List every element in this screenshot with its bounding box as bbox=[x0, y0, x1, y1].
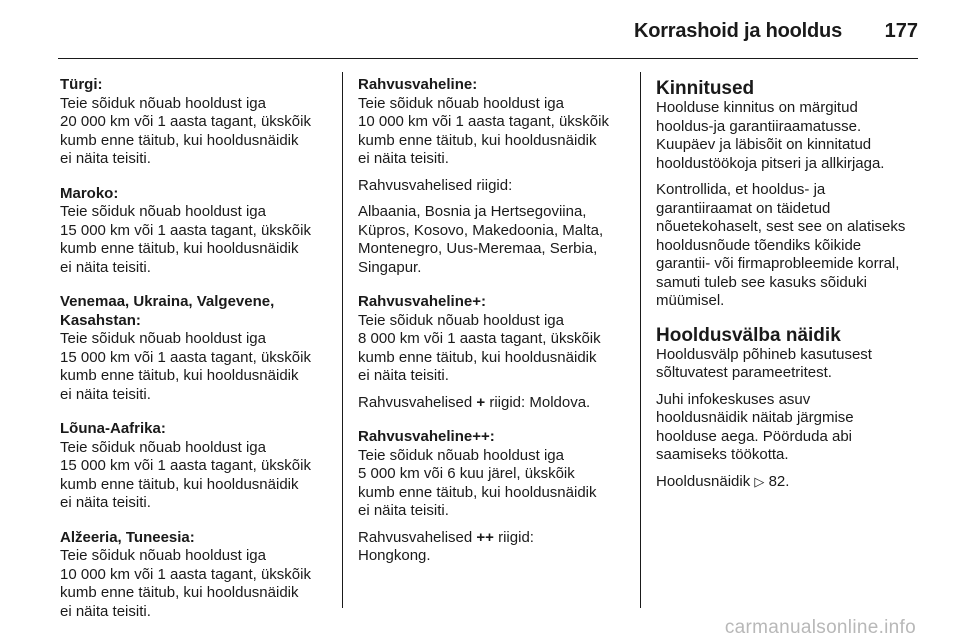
heading-confirmations: Kinnitused bbox=[656, 78, 755, 99]
section-title: Venemaa, Ukraina, Valgevene, Kasahstan: bbox=[60, 293, 275, 329]
section-text: Teie sõiduk nõuab hooldust iga 5 000 km või 6 kuu järel, ükskõik kumb enne täitub, kui hooldusnäidik ei näita teisiti. bbox=[358, 446, 597, 519]
section-text: Teie sõiduk nõuab hooldust iga 15 000 km või 1 aasta tagant, ükskõik kumb enne täitub, kui hooldusnäidik ei näita teisiti. bbox=[60, 203, 311, 276]
paragraph: Hooldusvälp põhineb kasutusest sõltuvatest parameetritest. bbox=[656, 345, 872, 381]
reference-page: 82. bbox=[764, 472, 790, 490]
countries-line bbox=[358, 529, 628, 566]
section-title: Maroko: bbox=[60, 184, 119, 202]
section-text: Teie sõiduk nõuab hooldust iga 8 000 km või 1 aasta tagant, ükskõik kumb enne täitub, kui hooldusnäidik ei näita teisiti. bbox=[358, 311, 601, 384]
plus-symbol: + bbox=[476, 393, 486, 411]
section-title: Lõuna-Aafrika: bbox=[60, 420, 166, 437]
section-algeria bbox=[60, 529, 328, 622]
section-title: Rahvusvaheline: bbox=[358, 76, 478, 93]
countries-suffix: riigid: Moldova. bbox=[485, 393, 591, 411]
section-title: Rahvusvaheline+: bbox=[358, 293, 486, 310]
section-turkey bbox=[60, 76, 328, 169]
section-international-plusplus bbox=[358, 428, 628, 566]
countries-list: Albaania, Bosnia ja Hertsegoviina, Küpros, Kosovo, Makedoonia, Malta, Montenegro, Uus-Meremaa, Serbia, Singapur. bbox=[358, 203, 604, 276]
section-text: Teie sõiduk nõuab hooldust iga 15 000 km või 1 aasta tagant, ükskõik kumb enne täitub, kui hooldusnäidik ei näita teisiti. bbox=[60, 438, 311, 511]
watermark: carmanualsonline.info bbox=[724, 617, 916, 638]
section-title: Rahvusvaheline++: bbox=[358, 428, 495, 445]
section-title: Alžeeria, Tuneesia: bbox=[60, 528, 195, 546]
cross-reference[interactable] bbox=[656, 473, 924, 492]
plusplus-symbol: ++ bbox=[476, 528, 494, 546]
section-title: Türgi: bbox=[60, 76, 103, 93]
paragraph: Kontrollida, et hooldus- ja garantiiraamat on täidetud nõuetekohaselt, sest see on alatiseks hooldusnõude tõendiks kõikide garantii- või firmaprobleemide korral, samuti tuleb see kasuks sõiduki müümisel. bbox=[656, 181, 906, 309]
chapter-title: Korrashoid ja hooldus bbox=[633, 20, 842, 42]
column-divider-2 bbox=[640, 72, 641, 608]
countries-suffix: riigid: Hongkong. bbox=[358, 528, 534, 564]
page-reference-arrow-icon: ▷ bbox=[754, 473, 765, 489]
reference-label: Hooldusnäidik bbox=[656, 472, 755, 490]
section-russia bbox=[60, 293, 328, 404]
column-1 bbox=[60, 76, 328, 637]
section-text: Teie sõiduk nõuab hooldust iga 20 000 km või 1 aasta tagant, ükskõik kumb enne täitub, kui hooldusnäidik ei näita teisiti. bbox=[60, 94, 311, 167]
page-header bbox=[0, 0, 960, 62]
column-divider-1 bbox=[342, 72, 343, 608]
heading-service-indicator: Hooldusvälba näidik bbox=[656, 324, 841, 346]
section-morocco bbox=[60, 185, 328, 278]
section-international bbox=[358, 76, 628, 277]
column-3 bbox=[656, 76, 924, 499]
paragraph: Hoolduse kinnitus on märgitud hooldus-ja garantiiraamatusse. Kuupäev ja läbisõit on kinnitatud hooldustöökoja pitseri ja allkirjaga. bbox=[656, 99, 885, 172]
countries-label: Rahvusvahelised riigid: bbox=[358, 176, 513, 194]
header-divider bbox=[58, 58, 918, 59]
section-text: Teie sõiduk nõuab hooldust iga 10 000 km või 1 aasta tagant, ükskõik kumb enne täitub, kui hooldusnäidik ei näita teisiti. bbox=[60, 547, 311, 620]
paragraph: Juhi infokeskuses asuv hooldusnäidik näitab järgmise hoolduse aega. Pöörduda abi saamiseks töökotta. bbox=[656, 390, 854, 463]
page-number: 177 bbox=[884, 20, 918, 42]
section-text: Teie sõiduk nõuab hooldust iga 15 000 km või 1 aasta tagant, ükskõik kumb enne täitub, kui hooldusnäidik ei näita teisiti. bbox=[60, 330, 311, 403]
section-south-africa bbox=[60, 420, 328, 513]
section-international-plus bbox=[358, 293, 628, 412]
column-2 bbox=[358, 76, 628, 582]
section-text: Teie sõiduk nõuab hooldust iga 10 000 km või 1 aasta tagant, ükskõik kumb enne täitub, kui hooldusnäidik ei näita teisiti. bbox=[358, 94, 609, 167]
countries-line bbox=[358, 394, 628, 413]
countries-prefix: Rahvusvahelised bbox=[358, 393, 477, 411]
countries-prefix: Rahvusvahelised bbox=[358, 528, 477, 546]
